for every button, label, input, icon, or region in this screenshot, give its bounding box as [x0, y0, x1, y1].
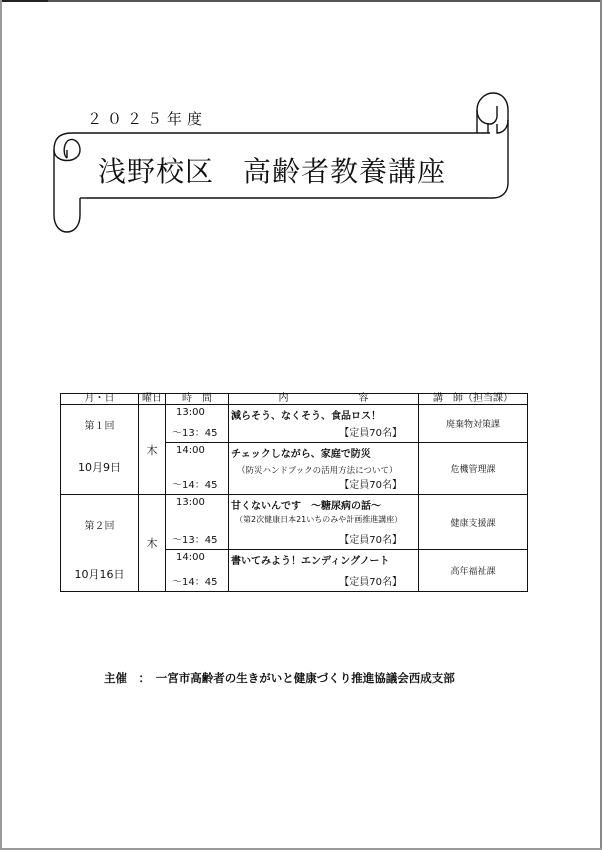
content-cell	[229, 405, 419, 443]
header-instructor: 講 師（担当課）	[419, 394, 528, 405]
start-time: 13:00	[176, 497, 205, 508]
session-dow: 木	[139, 495, 166, 592]
session-date-cell	[61, 495, 139, 592]
start-time: 14:00	[176, 445, 205, 456]
instructor-cell: 健康支援課	[419, 495, 528, 550]
time-cell	[166, 550, 229, 592]
sponsor-line: 主催 ： 一宮市高齢者の生きがいと健康づくり推進協議会西成支部	[104, 671, 455, 685]
time-cell	[166, 443, 229, 495]
time-cell	[166, 405, 229, 443]
lecture-subtitle: （第2次健康日本21いちのみや計画推進講座）	[235, 515, 403, 524]
instructor-cell: 高年福祉課	[419, 550, 528, 592]
lecture-capacity: 【定員70名】	[339, 577, 402, 588]
instructor-cell: 危機管理課	[419, 443, 528, 495]
table-row	[61, 495, 528, 550]
header-date: 月・日	[61, 394, 139, 405]
session-date: 10月16日	[74, 568, 125, 581]
content-cell	[229, 550, 419, 592]
session-date: 10月9日	[78, 461, 121, 474]
lecture-title: 書いてみよう！エンディングノート	[231, 556, 390, 567]
table-header-row	[61, 394, 528, 405]
lecture-capacity: 【定員70名】	[339, 428, 402, 439]
fiscal-year-label: ２０２５年度	[87, 110, 208, 128]
session-dow: 木	[139, 405, 166, 495]
header-content: 内 容	[229, 394, 419, 405]
end-time: ～14：45	[172, 577, 218, 588]
lecture-capacity: 【定員70名】	[339, 535, 402, 546]
lecture-title: チェックしながら、家庭で防災	[231, 449, 371, 460]
session-date-cell	[61, 405, 139, 495]
end-time: ～14：45	[172, 480, 218, 491]
start-time: 14:00	[176, 552, 205, 563]
lecture-title: 甘くないんです ～糖尿病の話～	[231, 501, 381, 512]
content-cell	[229, 495, 419, 550]
end-time: ～13：45	[172, 535, 218, 546]
lecture-title: 減らそう、なくそう、食品ロス！	[231, 411, 381, 422]
header-time: 時 間	[166, 394, 229, 405]
end-time: ～13：45	[172, 428, 218, 439]
schedule-table	[60, 393, 528, 592]
lecture-subtitle: （防災ハンドブックの活用方法について）	[237, 466, 398, 476]
page-title: 浅野校区 高齢者教養講座	[98, 155, 447, 188]
content-cell	[229, 443, 419, 495]
table-row	[61, 405, 528, 443]
session-round: 第２回	[84, 521, 115, 532]
lecture-capacity: 【定員70名】	[339, 480, 402, 491]
session-round: 第１回	[84, 421, 115, 432]
scroll-banner-icon	[0, 0, 602, 260]
start-time: 13:00	[176, 407, 205, 418]
header-dow: 曜日	[139, 394, 166, 405]
time-cell	[166, 495, 229, 550]
instructor-cell: 廃棄物対策課	[419, 405, 528, 443]
